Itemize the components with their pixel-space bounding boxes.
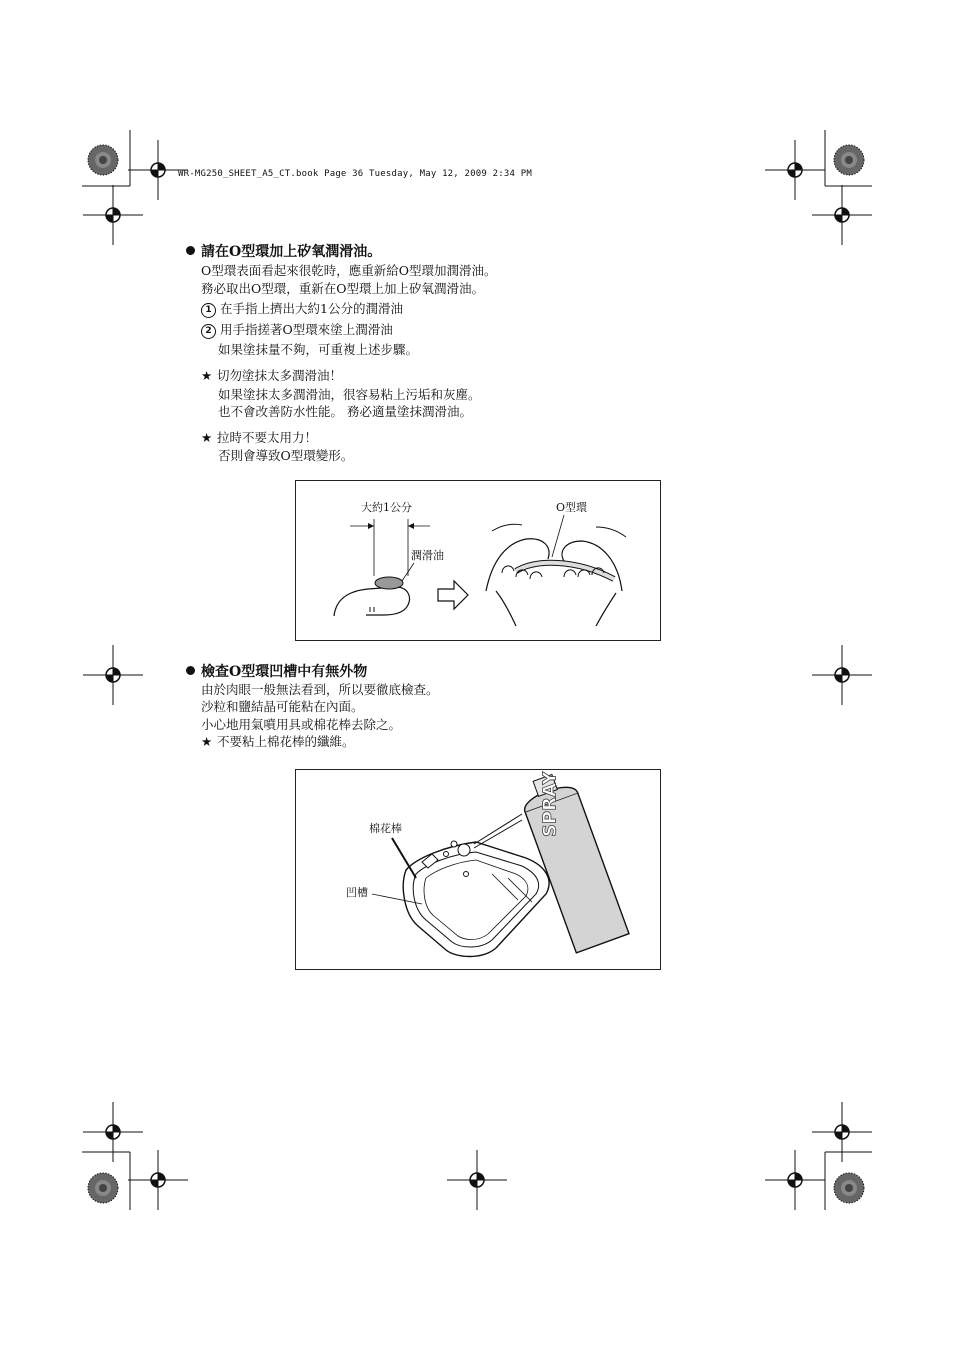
step-2 [201,320,393,339]
star-icon: ★ [201,368,213,383]
step-1 [201,299,403,318]
step-number-2: 2 [201,324,216,339]
section1-title-text: 請在O型環加上矽氧潤滑油。 [201,244,382,260]
registration-cross-icon [765,140,825,200]
crop-marks-top-right [765,130,872,245]
section2-line: 由於肉眼一般無法看到，所以要徹底檢查。 [201,682,439,697]
registration-cross-icon [812,185,872,245]
book-header: WR-MG250_SHEET_A5_CT.book Page 36 Tuesday, May 12, 2009 2:34 PM [178,169,532,179]
note2-title [201,428,317,446]
figure-grease-oring [295,480,661,641]
star-icon: ★ [201,430,213,445]
label-grease: 潤滑油 [411,549,444,562]
note1-line: 也不會改善防水性能。 務必適量塗抹潤滑油。 [218,404,472,419]
note2-line: 否則會導致O型環變形。 [218,448,354,463]
label-oring: O型環 [556,501,588,514]
label-groove: 凹槽 [346,886,368,899]
color-target-icon [88,145,118,175]
figure-groove-illustration [296,770,660,969]
section2-line: 小心地用氣噴用具或棉花棒去除之。 [201,717,402,732]
section2-line: 沙粒和鹽結晶可能粘在內面。 [201,699,364,714]
section2-title-text: 檢查O型環凹槽中有無外物 [201,664,368,680]
step-note: 如果塗抹量不夠，可重複上述步驟。 [218,342,419,357]
crop-marks-top-left [82,130,188,245]
section2-title [186,661,367,681]
color-target-icon [834,145,864,175]
crop-marks-bottom-right [765,1102,872,1210]
crop-marks-bottom-left [82,1102,188,1210]
bullet-icon [186,666,195,675]
note2-title-text: 拉時不要太用力！ [217,430,318,445]
figure-groove-cleaning [295,769,661,970]
section1-line: 務必取出O型環，重新在O型環上加上矽氧潤滑油。 [201,281,484,296]
registration-cross-icon [83,185,143,245]
label-swab: 棉花棒 [369,822,402,835]
registration-cross-icon [447,1150,507,1210]
note1-title [201,366,342,384]
section1-line: O型環表面看起來很乾時，應重新給O型環加潤滑油。 [201,263,497,278]
step-1-text: 在手指上擠出大約1公分的潤滑油 [220,301,403,316]
bullet-icon [186,246,195,255]
section2-note [201,732,355,750]
registration-cross-icon [765,1150,825,1210]
registration-cross-icon [83,645,143,705]
registration-cross-icon [812,1102,872,1162]
figure-grease-illustration [296,481,660,640]
color-target-icon [88,1173,118,1203]
note1-title-text: 切勿塗抹太多潤滑油！ [217,368,343,383]
color-target-icon [834,1173,864,1203]
star-icon: ★ [201,734,213,749]
note1-line: 如果塗抹太多潤滑油，很容易粘上污垢和灰塵。 [218,387,481,402]
step-2-text: 用手指搓著O型環來塗上潤滑油 [220,322,393,337]
section1-title [186,241,381,261]
step-number-1: 1 [201,303,216,318]
label-1cm: 大約1公分 [361,501,412,514]
registration-cross-icon [128,1150,188,1210]
label-spray: SPRAY [539,771,561,838]
registration-cross-icon [812,645,872,705]
registration-cross-icon [83,1102,143,1162]
section2-note-text: 不要粘上棉花棒的纖維。 [217,734,355,749]
